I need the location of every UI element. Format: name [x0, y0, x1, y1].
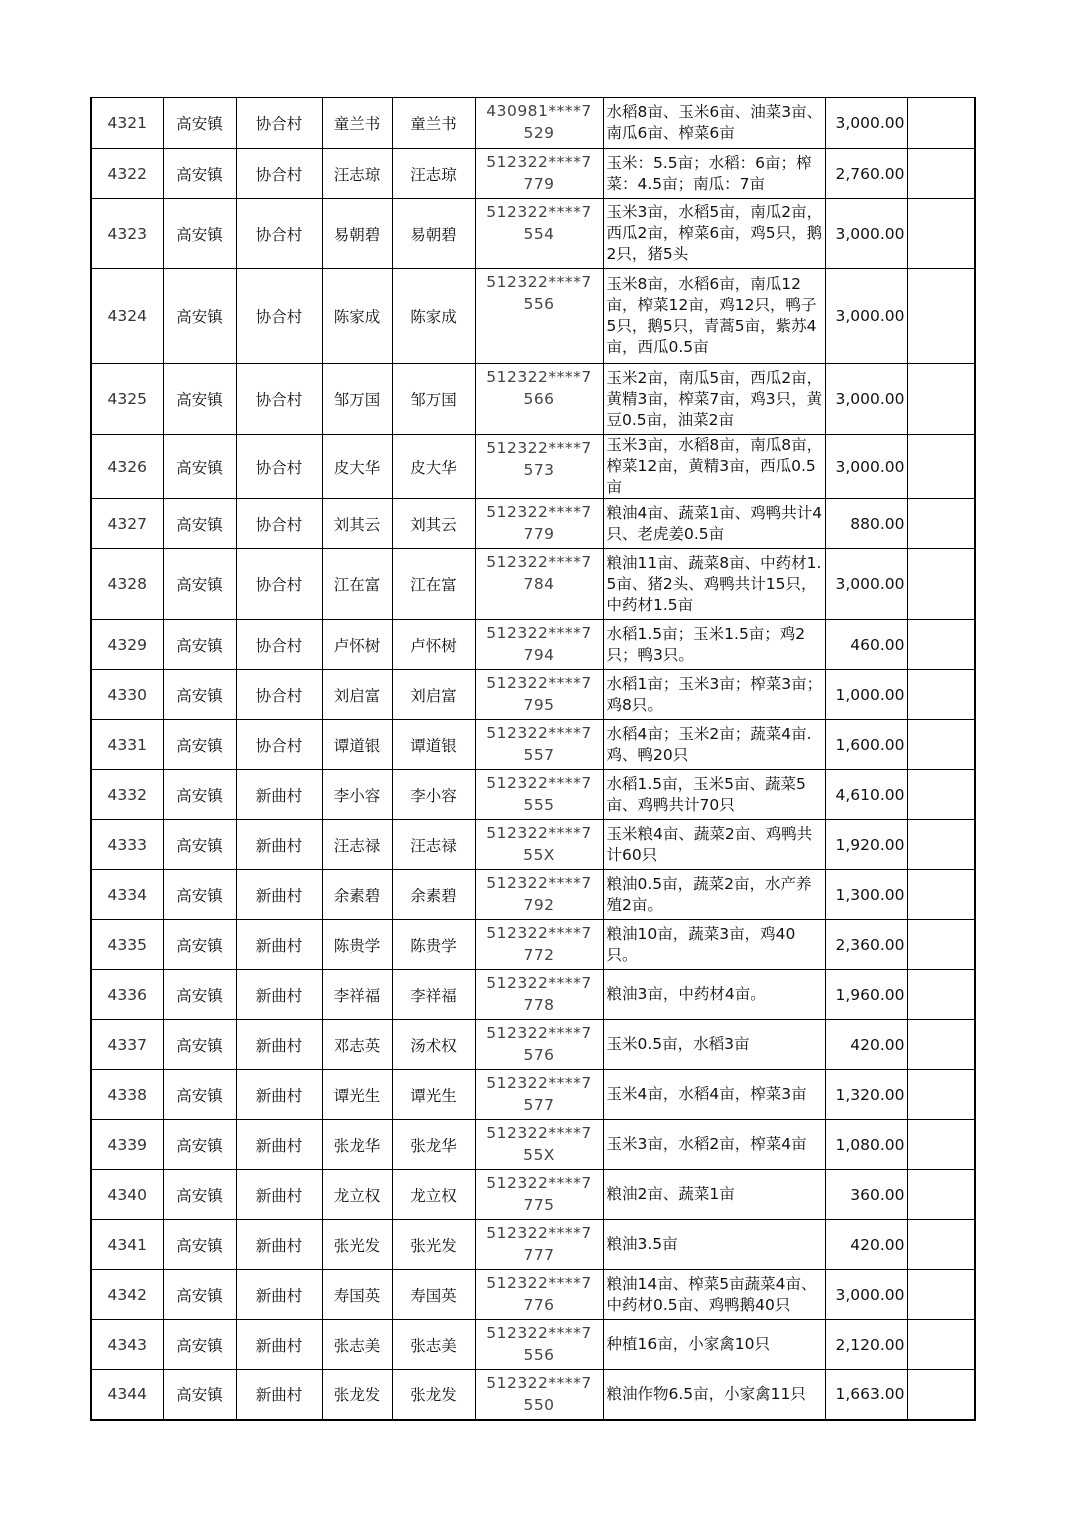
name-cell: 陈贵学	[322, 920, 392, 970]
production-description-cell: 玉米：5.5亩；水稻：6亩；榨菜：4.5亩；南瓜：7亩	[603, 149, 825, 199]
production-description-cell: 粮油3亩，中药材4亩。	[603, 970, 825, 1020]
note-cell	[907, 1320, 975, 1370]
table-row	[91, 870, 975, 920]
town-cell: 高安镇	[163, 1370, 236, 1420]
name-cell: 张光发	[322, 1220, 392, 1270]
row-number-cell: 4338	[91, 1070, 163, 1120]
table-row	[91, 720, 975, 770]
name-cell: 刘启富	[322, 670, 392, 720]
village-cell: 协合村	[236, 98, 322, 149]
id-number-cell: 512322****7795	[475, 670, 603, 720]
subsidy-amount-cell: 1,663.00	[825, 1370, 907, 1420]
village-cell: 协合村	[236, 199, 322, 269]
subsidy-amount-cell: 3,000.00	[825, 269, 907, 364]
production-description-cell: 粮油10亩，蔬菜3亩，鸡40只。	[603, 920, 825, 970]
subsidy-amount-cell: 3,000.00	[825, 549, 907, 620]
note-cell	[907, 820, 975, 870]
id-number-cell: 512322****7554	[475, 199, 603, 269]
note-cell	[907, 1020, 975, 1070]
table-row	[91, 364, 975, 435]
village-cell: 协合村	[236, 269, 322, 364]
table-row	[91, 970, 975, 1020]
account-holder-cell: 张志美	[392, 1320, 475, 1370]
subsidy-amount-cell: 880.00	[825, 499, 907, 549]
subsidy-amount-cell: 3,000.00	[825, 1270, 907, 1320]
row-number-cell: 4343	[91, 1320, 163, 1370]
name-cell: 寿国英	[322, 1270, 392, 1320]
town-cell: 高安镇	[163, 1170, 236, 1220]
subsidy-amount-cell: 460.00	[825, 620, 907, 670]
account-holder-cell: 龙立权	[392, 1170, 475, 1220]
row-number-cell: 4328	[91, 549, 163, 620]
row-number-cell: 4340	[91, 1170, 163, 1220]
name-cell: 邓志英	[322, 1020, 392, 1070]
town-cell: 高安镇	[163, 920, 236, 970]
account-holder-cell: 张光发	[392, 1220, 475, 1270]
production-description-cell: 粮油4亩、蔬菜1亩、鸡鸭共计4只、老虎姜0.5亩	[603, 499, 825, 549]
table-row	[91, 499, 975, 549]
table-row	[91, 1320, 975, 1370]
account-holder-cell: 陈贵学	[392, 920, 475, 970]
table-row	[91, 269, 975, 364]
row-number-cell: 4325	[91, 364, 163, 435]
note-cell	[907, 1170, 975, 1220]
village-cell: 协合村	[236, 149, 322, 199]
row-number-cell: 4342	[91, 1270, 163, 1320]
id-number-cell: 512322****7573	[475, 435, 603, 499]
town-cell: 高安镇	[163, 199, 236, 269]
id-number-cell: 512322****7779	[475, 149, 603, 199]
production-description-cell: 玉米3亩，水稻2亩，榨菜4亩	[603, 1120, 825, 1170]
table-row	[91, 920, 975, 970]
subsidy-amount-cell: 3,000.00	[825, 98, 907, 149]
note-cell	[907, 98, 975, 149]
production-description-cell: 水稻1亩；玉米3亩；榨菜3亩；鸡8只。	[603, 670, 825, 720]
production-description-cell: 粮油2亩、蔬菜1亩	[603, 1170, 825, 1220]
id-number-cell: 512322****755X	[475, 1120, 603, 1170]
account-holder-cell: 皮大华	[392, 435, 475, 499]
id-number-cell: 512322****7778	[475, 970, 603, 1020]
id-number-cell: 512322****7772	[475, 920, 603, 970]
town-cell: 高安镇	[163, 670, 236, 720]
account-holder-cell: 邹万国	[392, 364, 475, 435]
town-cell: 高安镇	[163, 1220, 236, 1270]
note-cell	[907, 920, 975, 970]
production-description-cell: 玉米4亩，水稻4亩，榨菜3亩	[603, 1070, 825, 1120]
production-description-cell: 粮油作物6.5亩，小家禽11只	[603, 1370, 825, 1420]
note-cell	[907, 549, 975, 620]
production-description-cell: 粮油11亩、蔬菜8亩、中药材1.5亩、猪2头、鸡鸭共计15只，中药材1.5亩	[603, 549, 825, 620]
note-cell	[907, 1070, 975, 1120]
subsidy-amount-cell: 2,760.00	[825, 149, 907, 199]
village-cell: 新曲村	[236, 820, 322, 870]
note-cell	[907, 149, 975, 199]
table-row	[91, 1120, 975, 1170]
production-description-cell: 玉米3亩，水稻8亩，南瓜8亩，榨菜12亩，黄精3亩，西瓜0.5亩	[603, 435, 825, 499]
name-cell: 张龙发	[322, 1370, 392, 1420]
row-number-cell: 4344	[91, 1370, 163, 1420]
account-holder-cell: 刘其云	[392, 499, 475, 549]
production-description-cell: 水稻4亩；玉米2亩；蔬菜4亩.鸡、鸭20只	[603, 720, 825, 770]
account-holder-cell: 汤术权	[392, 1020, 475, 1070]
table-row	[91, 1220, 975, 1270]
account-holder-cell: 江在富	[392, 549, 475, 620]
name-cell: 余素碧	[322, 870, 392, 920]
village-cell: 新曲村	[236, 970, 322, 1020]
account-holder-cell: 余素碧	[392, 870, 475, 920]
name-cell: 刘其云	[322, 499, 392, 549]
account-holder-cell: 童兰书	[392, 98, 475, 149]
table-row	[91, 820, 975, 870]
village-cell: 新曲村	[236, 1170, 322, 1220]
name-cell: 易朝碧	[322, 199, 392, 269]
subsidy-amount-cell: 420.00	[825, 1220, 907, 1270]
table-row	[91, 1070, 975, 1120]
production-description-cell: 粮油3.5亩	[603, 1220, 825, 1270]
town-cell: 高安镇	[163, 870, 236, 920]
row-number-cell: 4332	[91, 770, 163, 820]
subsidy-amount-cell: 1,600.00	[825, 720, 907, 770]
row-number-cell: 4324	[91, 269, 163, 364]
production-description-cell: 玉米8亩，水稻6亩，南瓜12亩，榨菜12亩，鸡12只，鸭子5只，鹅5只，青蒿5亩，紫苏4亩，西瓜0.5亩	[603, 269, 825, 364]
id-number-cell: 512322****7557	[475, 720, 603, 770]
note-cell	[907, 1220, 975, 1270]
row-number-cell: 4323	[91, 199, 163, 269]
note-cell	[907, 670, 975, 720]
village-cell: 新曲村	[236, 1320, 322, 1370]
row-number-cell: 4339	[91, 1120, 163, 1170]
subsidy-amount-cell: 3,000.00	[825, 199, 907, 269]
table-row	[91, 199, 975, 269]
production-description-cell: 玉米粮4亩、蔬菜2亩、鸡鸭共计60只	[603, 820, 825, 870]
village-cell: 新曲村	[236, 1270, 322, 1320]
table-row	[91, 149, 975, 199]
row-number-cell: 4329	[91, 620, 163, 670]
village-cell: 新曲村	[236, 1070, 322, 1120]
row-number-cell: 4341	[91, 1220, 163, 1270]
town-cell: 高安镇	[163, 620, 236, 670]
name-cell: 卢怀树	[322, 620, 392, 670]
village-cell: 协合村	[236, 670, 322, 720]
row-number-cell: 4335	[91, 920, 163, 970]
table-row	[91, 1170, 975, 1220]
subsidy-amount-cell: 1,300.00	[825, 870, 907, 920]
id-number-cell: 512322****7792	[475, 870, 603, 920]
town-cell: 高安镇	[163, 970, 236, 1020]
name-cell: 汪志禄	[322, 820, 392, 870]
row-number-cell: 4330	[91, 670, 163, 720]
account-holder-cell: 谭道银	[392, 720, 475, 770]
id-number-cell: 512322****7555	[475, 770, 603, 820]
id-number-cell: 512322****755X	[475, 820, 603, 870]
id-number-cell: 512322****7777	[475, 1220, 603, 1270]
name-cell: 李祥福	[322, 970, 392, 1020]
village-cell: 协合村	[236, 364, 322, 435]
note-cell	[907, 435, 975, 499]
note-cell	[907, 770, 975, 820]
table-body	[91, 98, 975, 1420]
note-cell	[907, 269, 975, 364]
subsidy-amount-cell: 1,960.00	[825, 970, 907, 1020]
subsidy-amount-cell: 2,120.00	[825, 1320, 907, 1370]
town-cell: 高安镇	[163, 499, 236, 549]
subsidy-amount-cell: 1,000.00	[825, 670, 907, 720]
table-row	[91, 1020, 975, 1070]
row-number-cell: 4337	[91, 1020, 163, 1070]
note-cell	[907, 620, 975, 670]
name-cell: 李小容	[322, 770, 392, 820]
id-number-cell: 512322****7556	[475, 269, 603, 364]
village-cell: 协合村	[236, 499, 322, 549]
id-number-cell: 512322****7550	[475, 1370, 603, 1420]
village-cell: 新曲村	[236, 1370, 322, 1420]
town-cell: 高安镇	[163, 98, 236, 149]
account-holder-cell: 李小容	[392, 770, 475, 820]
name-cell: 谭道银	[322, 720, 392, 770]
account-holder-cell: 寿国英	[392, 1270, 475, 1320]
note-cell	[907, 1370, 975, 1420]
table-row	[91, 670, 975, 720]
id-number-cell: 512322****7775	[475, 1170, 603, 1220]
account-holder-cell: 卢怀树	[392, 620, 475, 670]
subsidy-amount-cell: 1,920.00	[825, 820, 907, 870]
row-number-cell: 4322	[91, 149, 163, 199]
production-description-cell: 粮油14亩、榨菜5亩蔬菜4亩、中药材0.5亩、鸡鸭鹅40只	[603, 1270, 825, 1320]
production-description-cell: 水稻1.5亩，玉米5亩、蔬菜5亩、鸡鸭共计70只	[603, 770, 825, 820]
account-holder-cell: 刘启富	[392, 670, 475, 720]
id-number-cell: 512322****7784	[475, 549, 603, 620]
note-cell	[907, 499, 975, 549]
production-description-cell: 水稻8亩、玉米6亩、油菜3亩、南瓜6亩、榨菜6亩	[603, 98, 825, 149]
id-number-cell: 512322****7794	[475, 620, 603, 670]
account-holder-cell: 张龙发	[392, 1370, 475, 1420]
table-row	[91, 1370, 975, 1420]
subsidy-amount-cell: 3,000.00	[825, 435, 907, 499]
village-cell: 新曲村	[236, 1220, 322, 1270]
account-holder-cell: 李祥福	[392, 970, 475, 1020]
subsidy-amount-cell: 2,360.00	[825, 920, 907, 970]
note-cell	[907, 870, 975, 920]
village-cell: 新曲村	[236, 920, 322, 970]
subsidy-amount-cell: 360.00	[825, 1170, 907, 1220]
row-number-cell: 4336	[91, 970, 163, 1020]
town-cell: 高安镇	[163, 720, 236, 770]
row-number-cell: 4333	[91, 820, 163, 870]
id-number-cell: 512322****7566	[475, 364, 603, 435]
table-row	[91, 549, 975, 620]
name-cell: 邹万国	[322, 364, 392, 435]
id-number-cell: 512322****7556	[475, 1320, 603, 1370]
production-description-cell: 水稻1.5亩；玉米1.5亩；鸡2只；鸭3只。	[603, 620, 825, 670]
table-row	[91, 620, 975, 670]
account-holder-cell: 谭光生	[392, 1070, 475, 1120]
name-cell: 汪志琼	[322, 149, 392, 199]
table-row	[91, 770, 975, 820]
note-cell	[907, 970, 975, 1020]
town-cell: 高安镇	[163, 1020, 236, 1070]
town-cell: 高安镇	[163, 435, 236, 499]
id-number-cell: 512322****7577	[475, 1070, 603, 1120]
village-cell: 新曲村	[236, 770, 322, 820]
subsidy-amount-cell: 3,000.00	[825, 364, 907, 435]
town-cell: 高安镇	[163, 269, 236, 364]
row-number-cell: 4327	[91, 499, 163, 549]
id-number-cell: 512322****7576	[475, 1020, 603, 1070]
account-holder-cell: 陈家成	[392, 269, 475, 364]
town-cell: 高安镇	[163, 1270, 236, 1320]
note-cell	[907, 1270, 975, 1320]
village-cell: 新曲村	[236, 1020, 322, 1070]
note-cell	[907, 199, 975, 269]
village-cell: 协合村	[236, 435, 322, 499]
note-cell	[907, 720, 975, 770]
row-number-cell: 4331	[91, 720, 163, 770]
subsidy-table	[90, 97, 976, 1421]
town-cell: 高安镇	[163, 549, 236, 620]
town-cell: 高安镇	[163, 364, 236, 435]
town-cell: 高安镇	[163, 1070, 236, 1120]
name-cell: 皮大华	[322, 435, 392, 499]
production-description-cell: 玉米0.5亩，水稻3亩	[603, 1020, 825, 1070]
name-cell: 谭光生	[322, 1070, 392, 1120]
account-holder-cell: 张龙华	[392, 1120, 475, 1170]
town-cell: 高安镇	[163, 1120, 236, 1170]
town-cell: 高安镇	[163, 820, 236, 870]
account-holder-cell: 汪志琼	[392, 149, 475, 199]
production-description-cell: 玉米2亩，南瓜5亩，西瓜2亩，黄精3亩，榨菜7亩，鸡3只，黄豆0.5亩，油菜2亩	[603, 364, 825, 435]
note-cell	[907, 1120, 975, 1170]
row-number-cell: 4321	[91, 98, 163, 149]
village-cell: 协合村	[236, 720, 322, 770]
production-description-cell: 种植16亩，小家禽10只	[603, 1320, 825, 1370]
account-holder-cell: 汪志禄	[392, 820, 475, 870]
village-cell: 协合村	[236, 620, 322, 670]
name-cell: 陈家成	[322, 269, 392, 364]
name-cell: 张志美	[322, 1320, 392, 1370]
table-row	[91, 435, 975, 499]
row-number-cell: 4326	[91, 435, 163, 499]
name-cell: 江在富	[322, 549, 392, 620]
name-cell: 龙立权	[322, 1170, 392, 1220]
id-number-cell: 512322****7776	[475, 1270, 603, 1320]
village-cell: 新曲村	[236, 870, 322, 920]
account-holder-cell: 易朝碧	[392, 199, 475, 269]
subsidy-amount-cell: 1,320.00	[825, 1070, 907, 1120]
village-cell: 协合村	[236, 549, 322, 620]
subsidy-amount-cell: 420.00	[825, 1020, 907, 1070]
production-description-cell: 粮油0.5亩，蔬菜2亩，水产养殖2亩。	[603, 870, 825, 920]
village-cell: 新曲村	[236, 1120, 322, 1170]
town-cell: 高安镇	[163, 149, 236, 199]
name-cell: 张龙华	[322, 1120, 392, 1170]
production-description-cell: 玉米3亩，水稻5亩，南瓜2亩，西瓜2亩，榨菜6亩，鸡5只，鹅2只，猪5头	[603, 199, 825, 269]
table-row	[91, 1270, 975, 1320]
town-cell: 高安镇	[163, 1320, 236, 1370]
id-number-cell: 430981****7529	[475, 98, 603, 149]
table-row	[91, 98, 975, 149]
row-number-cell: 4334	[91, 870, 163, 920]
id-number-cell: 512322****7779	[475, 499, 603, 549]
subsidy-amount-cell: 4,610.00	[825, 770, 907, 820]
town-cell: 高安镇	[163, 770, 236, 820]
subsidy-amount-cell: 1,080.00	[825, 1120, 907, 1170]
name-cell: 童兰书	[322, 98, 392, 149]
note-cell	[907, 364, 975, 435]
